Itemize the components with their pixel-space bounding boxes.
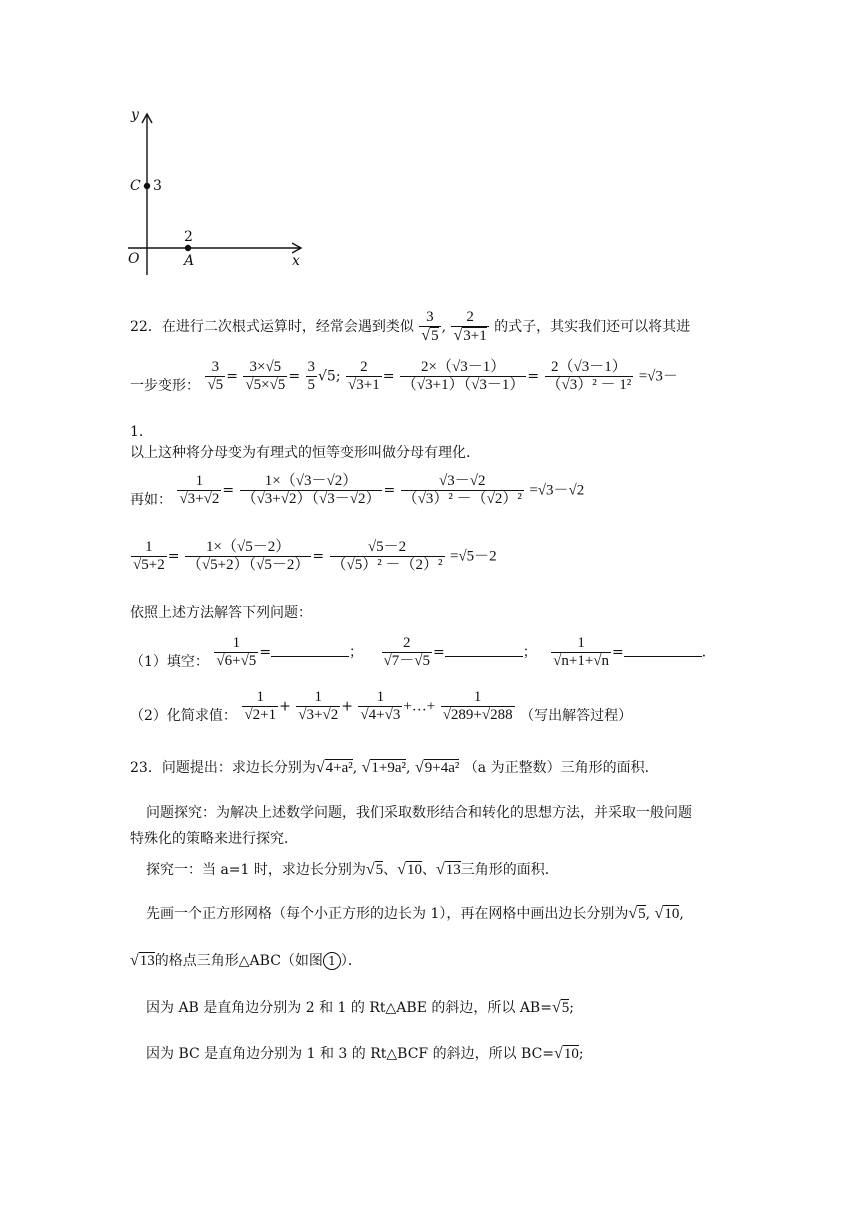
answer-blank-2[interactable] [445,644,523,657]
q23-line2: 问题探究：为解决上述数学问题，我们采取数形结合和转化的思想方法，并采取一般问题 [146,805,692,821]
q22-line2: 1． [130,424,153,440]
q23-line3: 特殊化的策略来进行探究． [130,831,298,847]
answer-blank-1[interactable] [271,644,349,657]
x-axis-label: x [292,253,300,269]
q22-definition: 以上这种将分母变为有理式的恒等变形叫做分母有理化． [130,445,480,461]
figure-number-circle: 1 [323,952,341,970]
point-c-label: C [130,178,141,194]
q22-part2: （2）化简求值： $\frac{1}{√2+1}$ + $\frac{1}{√3+√2}$ + $\frac{1}{√4+√3}$ +…+ $\frac{1}{√289+√288}$ （写出解答过程） [130,689,633,724]
q22-intro-line: 22．在进行二次根式运算时，经常会遇到类似 3 √ 5 , 2 √ 3+1 的式子，其实我们还可以将其进 [130,310,690,344]
answer-blank-3[interactable] [624,644,702,657]
point-a-value: 2 [184,229,193,245]
q22-step-line: 一步变形： $\frac{3}{√5}$ = $\frac{3\times√5}{√5\times√5}$ = $\frac{3}{5}$ √5; $\frac{2}{√3+1}$ = $\frac{2\times(√3-1)}{(√3+1)(√3-1)}$ = $\frac{2(√3-1)}{\text{（√3）² － 1²}}$ =√3－ [130,359,678,394]
q22-example-1: 再如： $\frac{1}{√3+√2}$ = $\frac{1\times(√3-√2)}{(√3+√2)(√3-√2)}$ = $\frac{√3-√2}{\text{（√3）² －（√2）²}}$ =√3－√2 [130,473,585,508]
origin-label: O [128,251,140,267]
q23-line6: √ 13的格点三角形△ABC（如图 1 ）． [130,952,362,970]
q23-line1: 23．问题提出：求边长分别为√ 4+a², √ 1+9a², √ 9+4a² （a 为正整数）三角形的面积． [130,760,659,776]
point-a [185,245,191,251]
q22-instruction: 依照上述方法解答下列问题： [130,605,312,621]
q22-example-2: $\frac{1}{√5+2}$ = $\frac{1\times(√5-2)}{(√5+2)(√5-2)}$ = $\frac{√5-2}{\text{（√5）² －（2）²}}$ =√5－2 [133,539,497,573]
q23-line8: 因为 BC 是直角边分别为 1 和 3 的 Rt△BCF 的斜边，所以 BC=√ 10; [146,1046,584,1062]
point-c [144,183,150,189]
q22-part1: （1）填空： $\frac{1}{√6+√5}$ = ； $\frac{2}{√7-√5}$ = ； $\frac{1}{√n+1+√n}$ = ． [130,635,716,670]
coordinate-graph [120,105,320,280]
point-a-label: A [184,253,195,269]
y-axis-label: y [131,107,139,123]
point-c-value: 3 [153,178,162,194]
q23-line4: 探究一：当 a=1 时，求边长分别为√ 5、√ 10、√ 13三角形的面积． [146,862,559,878]
q23-line5: 先画一个正方形网格（每个小正方形的边长为 1），再在网格中画出边长分别为√ 5, √ 10, [146,906,684,922]
q23-line7: 因为 AB 是直角边分别为 2 和 1 的 Rt△ABE 的斜边，所以 AB=√ 5; [146,1000,574,1016]
